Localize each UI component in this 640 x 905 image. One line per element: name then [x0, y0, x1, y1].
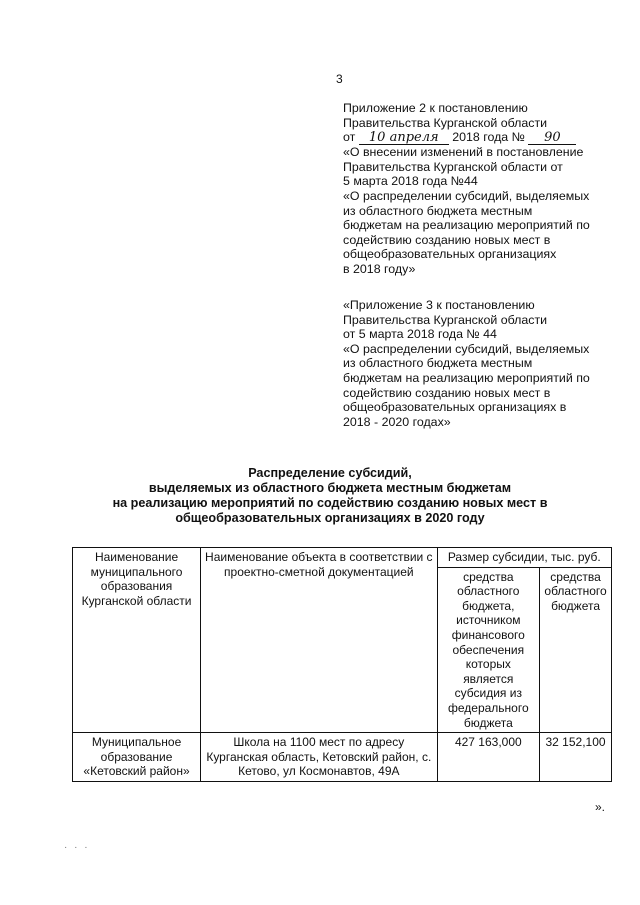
title-line: выделяемых из областного бюджета местным бюджетам [148, 481, 512, 495]
date-prefix: от [343, 130, 356, 145]
cell-object: Школа на 1100 мест по адресу Курганская область, Кетовский район, с. Кетово, ул Космонавтов, 49А [201, 733, 437, 782]
appendix-line: Правительства Курганской области от [343, 159, 563, 174]
page-number: 3 [336, 72, 343, 86]
appendix-line: общеобразовательных организациях в [343, 400, 567, 415]
appendix-line: «О распределении субсидий, выделяемых [343, 341, 590, 356]
scan-speckles: · · · [64, 842, 90, 853]
previous-appendix-block [343, 298, 590, 429]
appendix-line: Правительства Курганской области [343, 312, 548, 327]
appendix-line: Приложение 2 к постановлению [343, 101, 528, 115]
appendix-line: «Приложение 3 к постановлению [343, 298, 535, 312]
appendix-line: общеобразовательных организациях [343, 247, 557, 262]
handwritten-number: 90 [528, 131, 576, 145]
appendix-date-line [343, 130, 590, 145]
handwritten-date: 10 апреля [359, 131, 449, 145]
subsidy-table [72, 547, 612, 782]
header-federal-funded: средства областного бюджета, источником финансового обеспечения которых является субсидия из федерального бюджета [437, 567, 540, 733]
appendix-line: 5 марта 2018 года №44 [343, 174, 478, 189]
appendix-line: 2018 - 2020 годах» [343, 414, 451, 429]
appendix-block [343, 101, 590, 277]
appendix-line: из областного бюджета местным [343, 356, 533, 371]
appendix-line: в 2018 году» [343, 261, 416, 276]
appendix-line: бюджетам на реализацию мероприятий по [343, 370, 590, 385]
table-row [73, 733, 612, 782]
appendix-line: содействию созданию новых мест в [343, 385, 551, 400]
appendix-line: бюджетам на реализацию мероприятий по [343, 218, 590, 233]
table-header-row [73, 548, 612, 568]
appendix-line: «О распределении субсидий, выделяемых [343, 188, 590, 203]
document-title [100, 466, 560, 526]
title-line: общеобразовательных организациях в 2020 году [175, 511, 485, 525]
date-suffix: 2018 года № [452, 130, 525, 145]
appendix-line: Правительства Курганской области [343, 115, 548, 130]
header-subsidy-size: Размер субсидии, тыс. руб. [437, 548, 611, 568]
title-line: на реализацию мероприятий по содействию созданию новых мест в [112, 496, 548, 510]
title-line: Распределение субсидий, [248, 466, 412, 480]
cell-federal-funded: 427 163,000 [437, 733, 540, 782]
appendix-line: из областного бюджета местным [343, 203, 533, 218]
appendix-line: от 5 марта 2018 года № 44 [343, 327, 497, 342]
header-object: Наименование объекта в соответствии с проектно-сметной документацией [201, 548, 437, 733]
appendix-line: содействию созданию новых мест в [343, 232, 551, 247]
cell-municipality: Муниципальное образование «Кетовский район» [73, 733, 201, 782]
closing-mark: ». [595, 800, 606, 814]
header-municipality: Наименование муниципального образования Курганской области [73, 548, 201, 733]
cell-regional: 32 152,100 [540, 733, 612, 782]
appendix-line: «О внесении изменений в постановление [343, 145, 584, 160]
header-regional: средства областного бюджета [540, 567, 612, 733]
